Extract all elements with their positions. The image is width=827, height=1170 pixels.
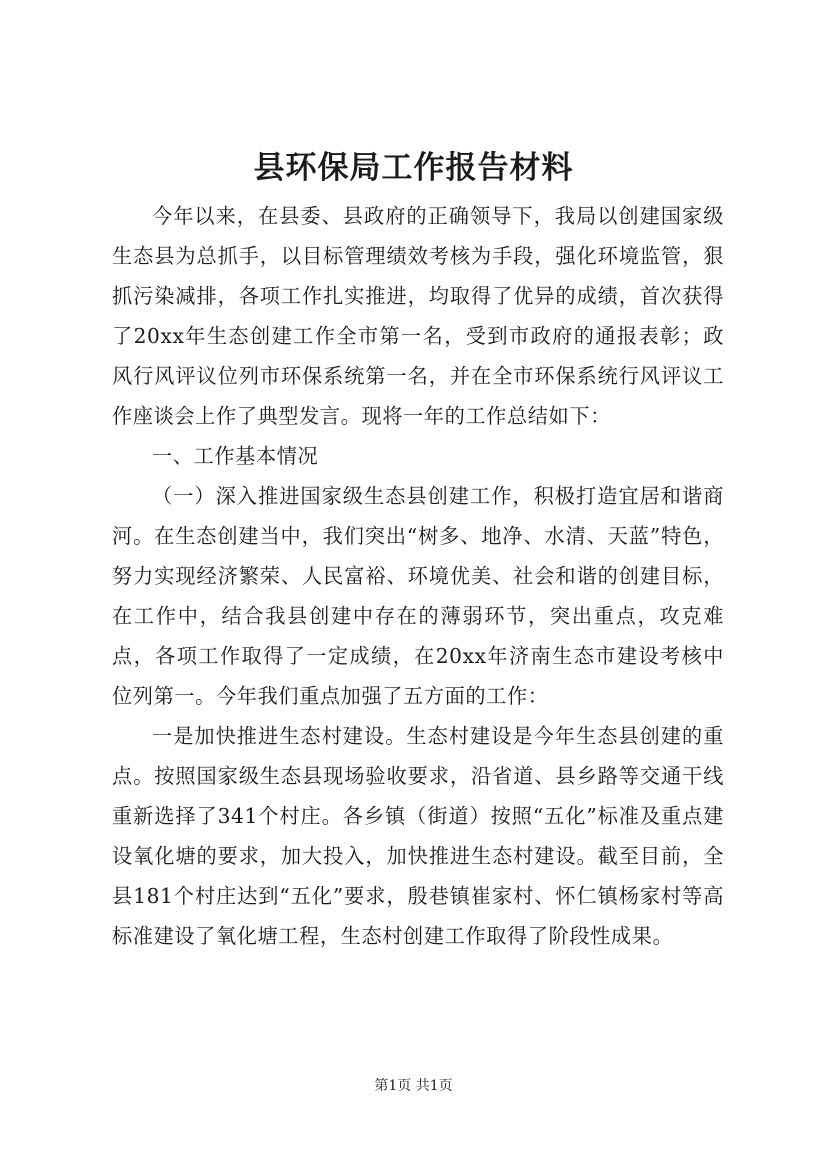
body-paragraph: 一是加快推进生态村建设。生态村建设是今年生态县创建的重点。按照国家级生态县现场验收要求，沿省道、县乡路等交通干线重新选择了341个村庄。各乡镇（街道）按照“五化”标准及重点建设氧化塘的要求，加大投入，加快推进生态村建设。截至目前，全县181个村庄达到“五化”要求，殷巷镇崔家村、怀仁镇杨家村等高标准建设了氧化塘工程，生态村创建工作取得了阶段性成果。 (112, 724, 724, 948)
document-body (112, 196, 724, 956)
subsection-paragraph: （一）深入推进国家级生态县创建工作，积极打造宜居和谐商河。在生态创建当中，我们突出“树多、地净、水清、天蓝”特色，努力实现经济繁荣、人民富裕、环境优美、社会和谐的创建目标，在工作中，结合我县创建中存在的薄弱环节，突出重点，攻克难点，各项工作取得了一定成绩，在20xx年济南生态市建设考核中位列第一。今年我们重点加强了五方面的工作： (112, 484, 724, 708)
section-heading: 一、工作基本情况 (152, 444, 319, 468)
document-title: 县环保局工作报告材料 (253, 150, 574, 186)
page-footer: 第1页 共1页 (374, 1078, 453, 1094)
intro-paragraph: 今年以来，在县委、县政府的正确领导下，我局以创建国家级生态县为总抓手，以目标管理绩效考核为手段，强化环境监管，狠抓污染减排，各项工作扎实推进，均取得了优异的成绩，首次获得了20xx年生态创建工作全市第一名，受到市政府的通报表彰；政风行风评议位列市环保系统第一名，并在全市环保系统行风评议工作座谈会上作了典型发言。现将一年的工作总结如下： (112, 204, 724, 428)
